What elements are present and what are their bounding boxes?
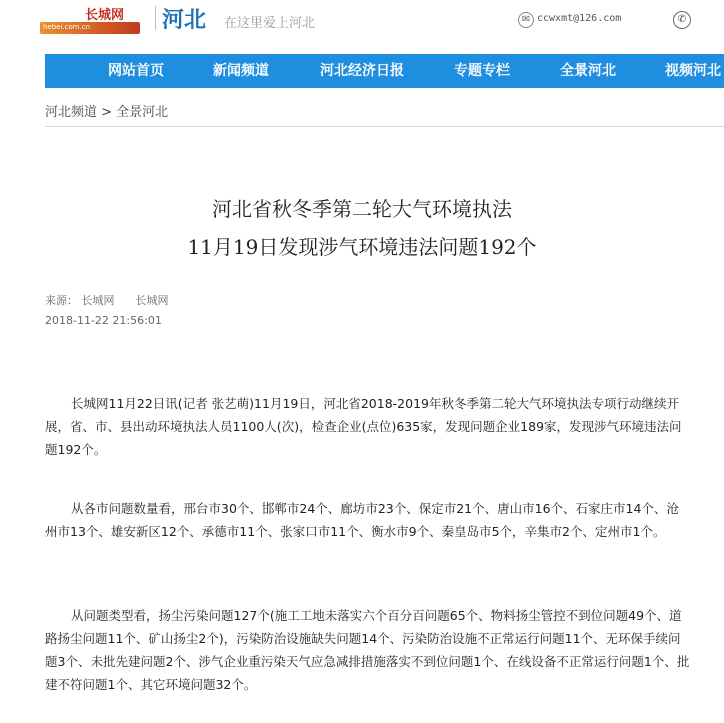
phone-icon[interactable]: ✆	[673, 11, 691, 29]
site-logo[interactable]	[40, 4, 140, 34]
slogan: 在这里爱上河北	[224, 16, 316, 31]
nav-item-panorama[interactable]: 全景河北	[560, 63, 616, 79]
region-title[interactable]: 河北	[162, 8, 207, 33]
nav-item-news[interactable]: 新闻频道	[213, 63, 269, 79]
article-paragraph-1: 长城网11月22日讯(记者 张艺萌)11月19日，河北省2018-2019年秋冬季第二轮大气环境执法专项行动继续开展，省、市、县出动环境执法人员1100人(次)，检查企业(点位)635家，发现问题企业189家，发现涉气环境违法问题192个。	[45, 396, 682, 457]
logo-subtext: hebei.com.cn	[43, 23, 91, 31]
nav-item-video[interactable]: 视频河北	[665, 63, 721, 79]
article-paragraph-3: 从问题类型看，扬尘污染问题127个(施工工地未落实六个百分百问题65个、物料扬尘管控不到位问题49个、道路扬尘问题11个、矿山扬尘2个)，污染防治设施缺失问题14个、污染防治设施不正常运行问题11个、无环保手续问题3个、未批先建问题2个、涉气企业重污染天气应急减排措施落实不到位问题1个、在线设备不正常运行问题1个、批建不符问题1个、其它环境问题32个。	[45, 608, 690, 692]
site-header	[0, 0, 724, 50]
source-name-1: 长城网	[81, 294, 115, 307]
contact-email[interactable]: ccwxmt@126.com	[537, 13, 622, 24]
source-label: 来源：	[45, 294, 78, 307]
article-title-line2: 11月19日发现涉气环境违法问题192个	[187, 235, 537, 259]
article-source	[45, 292, 169, 308]
mail-icon[interactable]: ✉	[518, 12, 534, 28]
header-divider	[155, 6, 156, 30]
article-title-line1: 河北省秋冬季第二轮大气环境执法	[212, 197, 512, 221]
logo-text: 长城网	[85, 8, 125, 23]
breadcrumb[interactable]: 河北频道 > 全景河北	[45, 105, 169, 120]
source-name-2: 长城网	[135, 294, 169, 307]
nav-item-special[interactable]: 专题专栏	[454, 63, 510, 79]
nav-item-home[interactable]: 网站首页	[108, 63, 164, 79]
nav-item-economic-daily[interactable]: 河北经济日报	[320, 63, 404, 79]
article-paragraph-2: 从各市问题数量看，邢台市30个、邯郸市24个、廊坊市23个、保定市21个、唐山市16个、石家庄市14个、沧州市13个、雄安新区12个、承德市11个、张家口市11个、衡水市9个、秦皇岛市5个，辛集市2个、定州市1个。	[45, 501, 679, 539]
main-nav	[45, 54, 724, 88]
article-datetime: 2018-11-22 21:56:01	[45, 314, 162, 327]
divider	[45, 126, 724, 127]
